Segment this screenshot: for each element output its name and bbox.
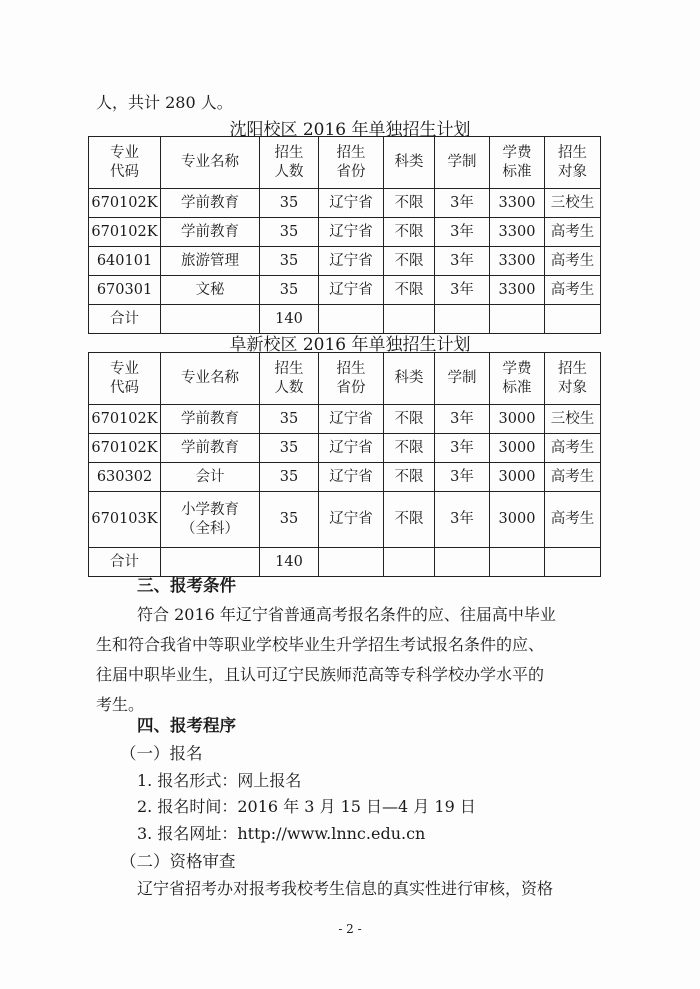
table-cell: 辽宁省 xyxy=(319,189,384,218)
section4-sub1: （一）报名 xyxy=(120,744,203,763)
table-cell: 3300 xyxy=(490,276,545,305)
header-cell: 招生 人数 xyxy=(260,137,319,189)
table-cell: 670102K xyxy=(89,434,161,463)
table-cell: 3000 xyxy=(490,492,545,548)
table-cell: 不限 xyxy=(384,463,435,492)
table-cell: 不限 xyxy=(384,492,435,548)
section3-line-2: 生和符合我省中等职业学校毕业生升学招生考试报名条件的应、 xyxy=(96,635,545,654)
table-row xyxy=(89,276,601,305)
table-cell: 3年 xyxy=(435,463,490,492)
header-cell: 招生 省份 xyxy=(319,137,384,189)
table-cell: 学前教育 xyxy=(161,218,260,247)
header-cell: 科类 xyxy=(384,137,435,189)
table-row xyxy=(89,434,601,463)
table-cell: 辽宁省 xyxy=(319,463,384,492)
header-cell: 专业 代码 xyxy=(89,353,161,405)
table1-title: 沈阳校区 2016 年单独招生计划 xyxy=(229,120,471,140)
table-cell: 不限 xyxy=(384,218,435,247)
table-cell: 三校生 xyxy=(545,189,601,218)
header-cell: 学制 xyxy=(435,353,490,405)
table-cell: 3000 xyxy=(490,434,545,463)
section4-item-1: 1. 报名形式：网上报名 xyxy=(137,771,302,790)
table-cell: 不限 xyxy=(384,405,435,434)
table-cell: 670102K xyxy=(89,218,161,247)
header-cell: 招生 对象 xyxy=(545,353,601,405)
section3-line-1: 符合 2016 年辽宁省普通高考报名条件的应、往届高中毕业 xyxy=(137,605,556,624)
total-cell xyxy=(435,548,490,577)
table-cell: 3年 xyxy=(435,276,490,305)
header-cell: 专业名称 xyxy=(161,137,260,189)
table-cell: 35 xyxy=(260,463,319,492)
header-cell: 专业 代码 xyxy=(89,137,161,189)
total-cell xyxy=(319,548,384,577)
shenyang-plan-table xyxy=(88,136,601,334)
table-cell: 学前教育 xyxy=(161,189,260,218)
header-cell: 招生 省份 xyxy=(319,353,384,405)
table-cell: 三校生 xyxy=(545,405,601,434)
table-cell: 35 xyxy=(260,276,319,305)
section4-sub2: （二）资格审查 xyxy=(120,852,236,871)
total-cell: 合计 xyxy=(89,305,161,334)
section4-item-2: 2. 报名时间：2016 年 3 月 15 日—4 月 19 日 xyxy=(137,797,476,816)
header-cell: 学制 xyxy=(435,137,490,189)
table-cell: 35 xyxy=(260,218,319,247)
table-cell: 670103K xyxy=(89,492,161,548)
fuxin-plan-table xyxy=(88,352,601,577)
table-cell: 辽宁省 xyxy=(319,276,384,305)
table-cell: 不限 xyxy=(384,247,435,276)
table-cell: 辽宁省 xyxy=(319,434,384,463)
table2-title: 阜新校区 2016 年单独招生计划 xyxy=(229,335,471,355)
table-row xyxy=(89,189,601,218)
header-cell: 招生 对象 xyxy=(545,137,601,189)
table-cell: 不限 xyxy=(384,434,435,463)
table-cell: 670102K xyxy=(89,189,161,218)
table-cell: 3年 xyxy=(435,492,490,548)
table-cell: 高考生 xyxy=(545,492,601,548)
table-row xyxy=(89,218,601,247)
table-row xyxy=(89,405,601,434)
table-cell: 学前教育 xyxy=(161,434,260,463)
table-cell: 高考生 xyxy=(545,276,601,305)
table-cell: 高考生 xyxy=(545,463,601,492)
section3-line-3: 往届中职毕业生，且认可辽宁民族师范高等专科学校办学水平的 xyxy=(96,665,545,684)
table-cell: 辽宁省 xyxy=(319,218,384,247)
table-cell: 3300 xyxy=(490,189,545,218)
table-cell: 3000 xyxy=(490,463,545,492)
table-cell: 辽宁省 xyxy=(319,405,384,434)
table-cell: 630302 xyxy=(89,463,161,492)
table-cell: 辽宁省 xyxy=(319,492,384,548)
table-cell: 670301 xyxy=(89,276,161,305)
table-row xyxy=(89,247,601,276)
table-cell: 辽宁省 xyxy=(319,247,384,276)
table-row xyxy=(89,492,601,548)
table-cell: 高考生 xyxy=(545,247,601,276)
table-cell: 不限 xyxy=(384,189,435,218)
total-cell xyxy=(545,548,601,577)
total-cell: 140 xyxy=(260,305,319,334)
total-cell: 合计 xyxy=(89,548,161,577)
table-cell: 3300 xyxy=(490,218,545,247)
table-cell: 3年 xyxy=(435,189,490,218)
table-cell: 35 xyxy=(260,434,319,463)
table-row xyxy=(89,463,601,492)
section4-heading: 四、报考程序 xyxy=(137,716,236,735)
table-cell: 学前教育 xyxy=(161,405,260,434)
section3-line-4: 考生。 xyxy=(96,695,145,714)
header-cell: 学费 标准 xyxy=(490,353,545,405)
table-cell: 会计 xyxy=(161,463,260,492)
section4-item-3[interactable]: 3. 报名网址：http://www.lnnc.edu.cn xyxy=(137,824,426,843)
header-cell: 专业名称 xyxy=(161,353,260,405)
table-cell: 3年 xyxy=(435,434,490,463)
table-cell: 3年 xyxy=(435,247,490,276)
table-cell: 670102K xyxy=(89,405,161,434)
header-cell: 科类 xyxy=(384,353,435,405)
table-cell: 640101 xyxy=(89,247,161,276)
section4-last-line: 辽宁省招考办对报考我校考生信息的真实性进行审核，资格 xyxy=(137,879,554,898)
table-cell: 旅游管理 xyxy=(161,247,260,276)
table-cell: 小学教育 （全科） xyxy=(161,492,260,548)
table-cell: 35 xyxy=(260,189,319,218)
total-cell xyxy=(384,548,435,577)
table-cell: 35 xyxy=(260,492,319,548)
table-cell: 3年 xyxy=(435,405,490,434)
section3-heading: 三、报考条件 xyxy=(137,576,236,595)
table-cell: 35 xyxy=(260,405,319,434)
total-cell: 140 xyxy=(260,548,319,577)
page-number: - 2 - xyxy=(338,922,362,936)
table-cell: 3300 xyxy=(490,247,545,276)
header-cell: 学费 标准 xyxy=(490,137,545,189)
table-cell: 高考生 xyxy=(545,434,601,463)
total-cell xyxy=(490,548,545,577)
table-cell: 35 xyxy=(260,247,319,276)
intro-line: 人，共计 280 人。 xyxy=(96,93,233,112)
header-cell: 招生 人数 xyxy=(260,353,319,405)
table-cell: 3年 xyxy=(435,218,490,247)
table-cell: 文秘 xyxy=(161,276,260,305)
table-cell: 3000 xyxy=(490,405,545,434)
table-cell: 高考生 xyxy=(545,218,601,247)
table-cell: 不限 xyxy=(384,276,435,305)
